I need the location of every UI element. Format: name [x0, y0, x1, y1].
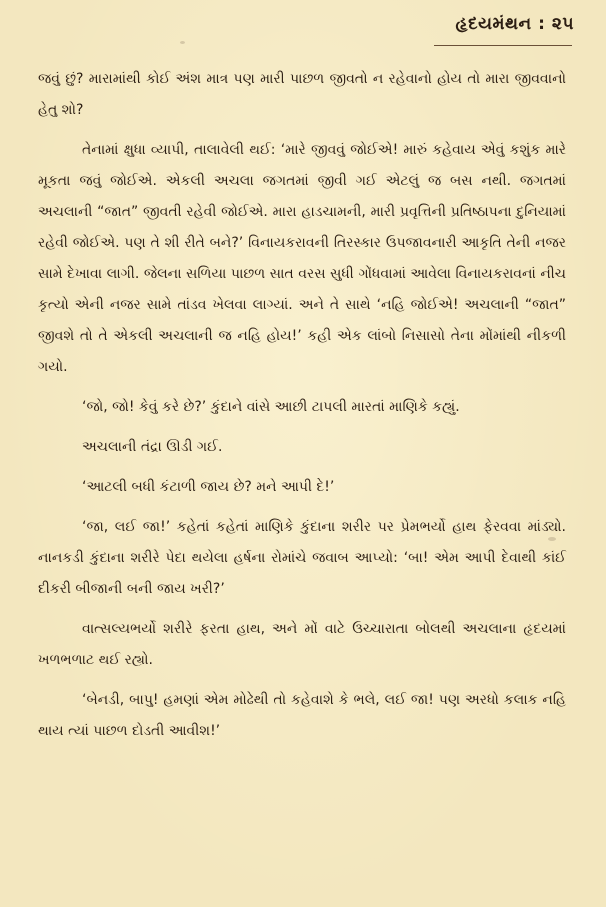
paragraph: જવું છું? મારામાંથી કોઈ અંશ માત્ર પણ મારી પાછળ જીવતો ન રહેવાનો હોય તો મારા જીવવાનો હેતુ શો? — [38, 71, 566, 118]
paragraph: તેનામાં ક્ષુધા વ્યાપી, તાલાવેલી થઈ: ‘મારે જીવવું જોઈએ! મારું કહેવાય એવું કશુંક મારે મૂકતા જવું જોઈએ. એકલી અચલા જગતમાં જીવી ગઈ એટલું જ બસ નથી. જગતમાં અચલાની “જાત” જીવતી રહેવી જોઈએ. મારા હાડચામની, મારી પ્રવૃત્તિની પ્રતિષ્ઠાપના દુનિયામાં રહેવી જોઈએ. પણ તે શી રીતે બને?’ વિનાયકરાવની તિરસ્કાર ઉપજાવનારી આકૃતિ તેની નજર સામે દેખાવા લાગી. જેલના સળિયા પાછળ સાત વરસ સુધી ગોંધવામાં આવેલા વિનાયકરાવનાં નીચ કૃત્યો એની નજર સામે તાંડવ ખેલવા લાગ્યાં. અને તે સાથે ‘નહિ જોઈએ! અચલાની “જાત” જીવશે તો તે એકલી અચલાની જ નહિ હોય!’ કહી એક લાંબો નિસાસો તેના મોંમાંથી નીકળી ગયો. — [38, 142, 566, 375]
body-text — [38, 64, 566, 756]
paragraph: ‘બેનડી, બાપુ! હમણાં એમ મોઢેથી તો કહેવાશે કે ભલે, લઈ જા! પણ અરધો કલાક નહિ થાય ત્યાં પાછળ દોડતી આવીશ!’ — [38, 692, 566, 739]
running-head: હૃદયમંથન : ૨૫ — [455, 14, 574, 34]
paragraph: અચલાની તંદ્રા ઊડી ગઈ. — [82, 439, 223, 455]
paragraph: ‘આટલી બધી કંટાળી જાય છે? મને આપી દે!’ — [82, 479, 335, 495]
paragraph: ‘જા, લઈ જા!’ કહેતાં કહેતાં માણિકે કુંદાના શરીર પર પ્રેમભર્યો હાથ ફેરવવા માંડ્યો. નાનકડી કુંદાના શરીરે પેદા થયેલા હર્ષના રોમાંચે જવાબ આપ્યો: ‘બા! એમ આપી દેવાથી કાંઈ દીકરી બીજાની બની જાય ખરી?’ — [38, 519, 566, 597]
paper-speck — [548, 537, 556, 541]
paragraph: વાત્સલ્યભર્યો શરીરે ફરતા હાથ, અને મોં વાટે ઉચ્ચારાતા બોલથી અચલાના હૃદયમાં ખળભળાટ થઈ રહ્યો. — [38, 621, 566, 668]
paragraph: ‘જો, જો! કેવું કરે છે?’ કુંદાને વાંસે આછી ટાપલી મારતાં માણિકે કહ્યું. — [82, 399, 460, 415]
header-underline — [434, 42, 572, 46]
paper-speck — [180, 41, 185, 44]
